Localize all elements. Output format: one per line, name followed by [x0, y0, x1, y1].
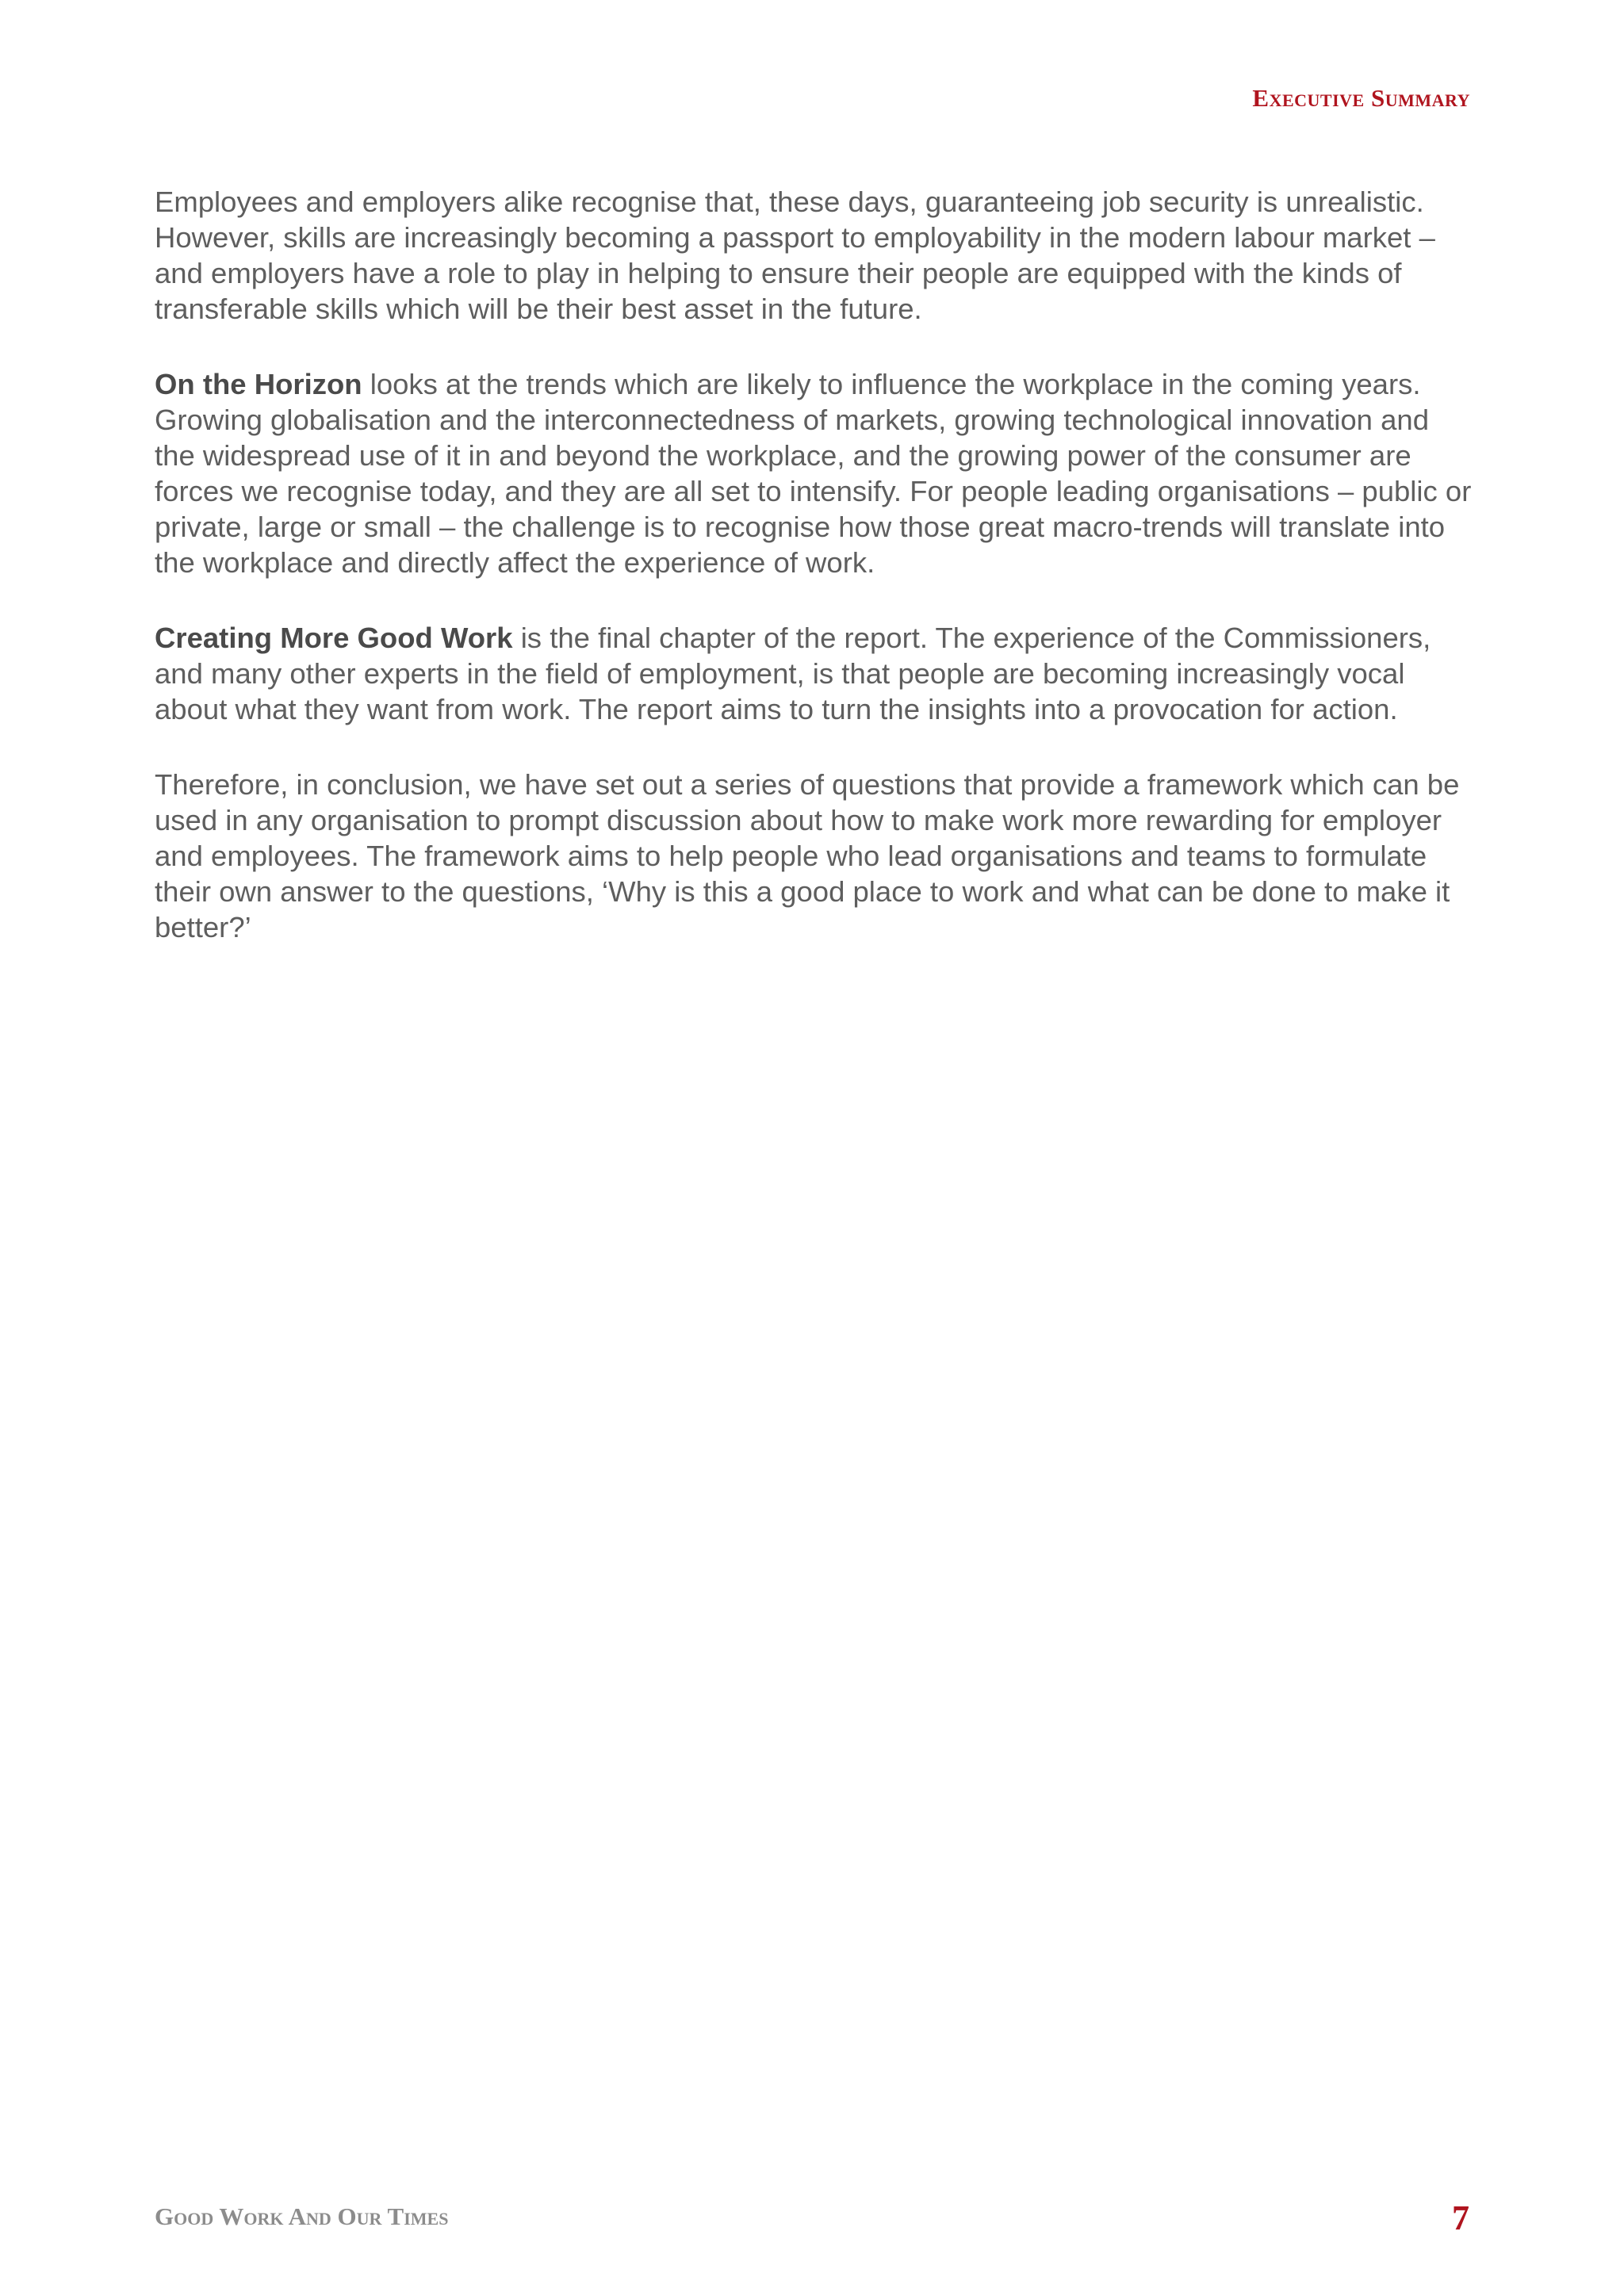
page-number: 7 [1452, 2198, 1469, 2237]
running-header-section-title: Executive Summary [1252, 84, 1470, 112]
paragraph-3 [155, 620, 1475, 727]
paragraph-2-lead: On the Horizon [155, 368, 362, 400]
paragraph-3-text: is the final chapter of the report. The experience of the Commissioners, and many other experts in the field of employment, is that people are becoming increasingly vocal about what they want from work. The report aims to turn the insights into a provocation for action. [155, 622, 1431, 725]
running-footer-publication-title: Good Work And Our Times [155, 2202, 449, 2230]
paragraph-4 [155, 767, 1475, 945]
paragraph-2-text: looks at the trends which are likely to influence the workplace in the coming years. Growing globalisation and the interconnectedness of markets, growing technological innovation and the widespread use of it in and beyond the workplace, and the growing power of the consumer are forces we recognise today, and they are all set to intensify. For people leading organisations – public or private, large or small – the challenge is to recognise how those great macro-trends will translate into the workplace and directly affect the experience of work. [155, 368, 1472, 579]
body-text [155, 184, 1475, 985]
paragraph-1-text: Employees and employers alike recognise that, these days, guaranteeing job security is unrealistic. However, skills are increasingly becoming a passport to employability in the modern labour market – and employers have a role to play in helping to ensure their people are equipped with the kinds of transferable skills which will be their best asset in the future. [155, 186, 1435, 325]
paragraph-1 [155, 184, 1475, 327]
paragraph-2 [155, 366, 1475, 580]
paragraph-3-lead: Creating More Good Work [155, 622, 513, 654]
paragraph-4-text: Therefore, in conclusion, we have set out a series of questions that provide a framework which can be used in any organisation to prompt discussion about how to make work more rewarding for employer and employees. The framework aims to help people who lead organisations and teams to formulate their own answer to the questions, ‘Why is this a good place to work and what can be done to make it better?’ [155, 768, 1460, 943]
